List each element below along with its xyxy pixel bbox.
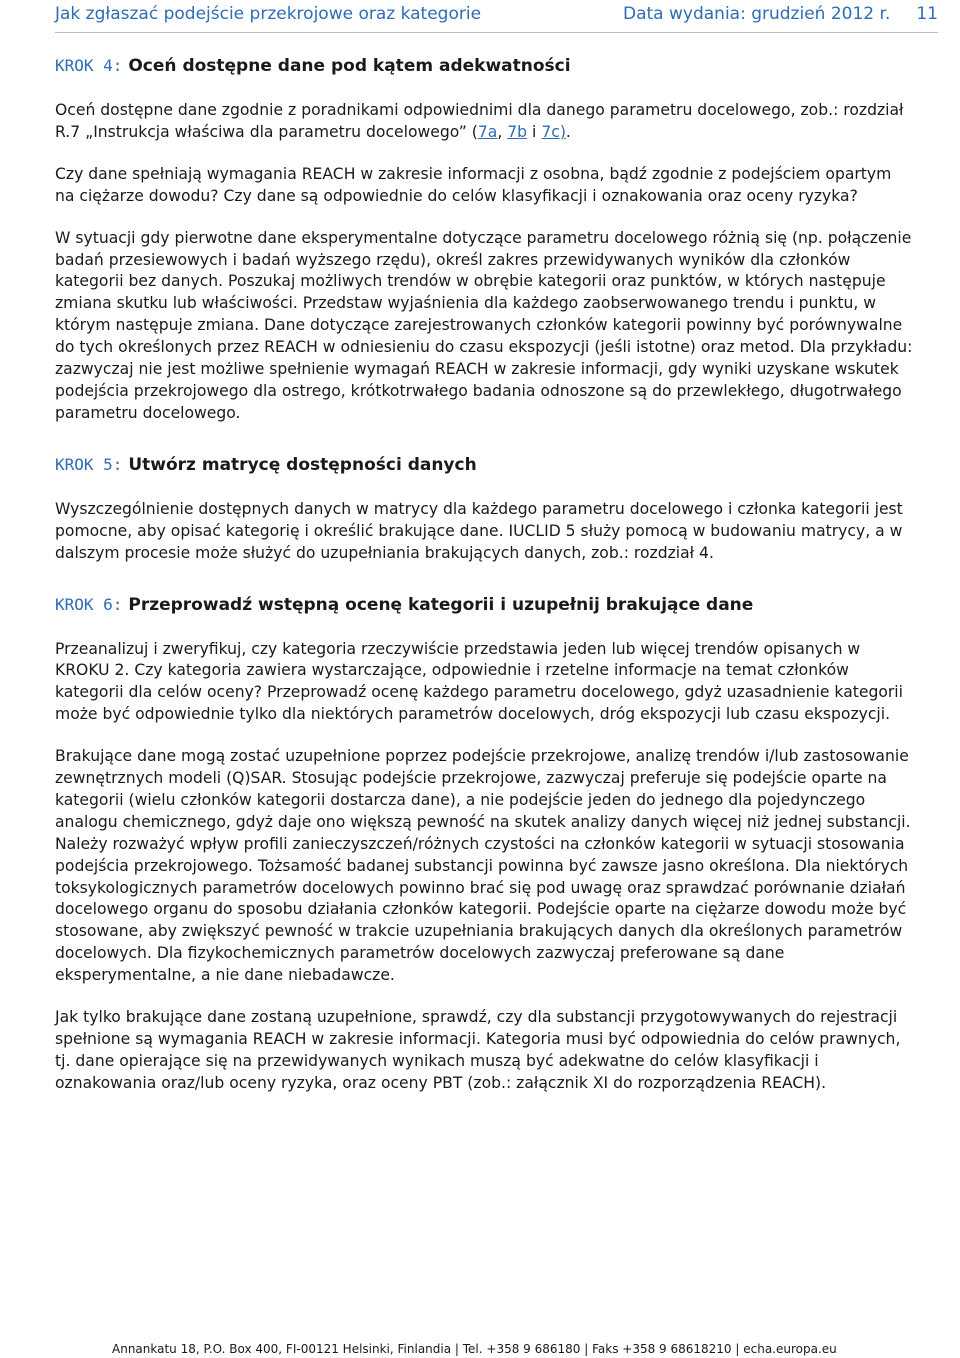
step4-heading	[55, 54, 915, 78]
link-7c[interactable]: 7c)	[541, 122, 566, 141]
main-content	[55, 54, 915, 1095]
link-7b[interactable]: 7b	[507, 122, 528, 141]
step4-paragraph-2: Czy dane spełniają wymagania REACH w zakresie informacji z osobna, bądź zgodnie z podejściem opartym na ciężarze dowodu? Czy dane są odpowiednie do celów klasyfikacji i oznakowania oraz oceny ryzyka?	[55, 164, 892, 205]
step6-paragraph-3: Jak tylko brakujące dane zostaną uzupełnione, sprawdź, czy dla substancji przygotowywanych do rejestracji spełnione są wymagania REACH w zakresie informacji. Kategoria musi być odpowiednia do celów prawnych, tj. dane opierające się na przewidywanych wynikach muszą być adekwatne do celów klasyfikacji i oznakowania oraz/lub oceny ryzyka, oraz oceny PBT (zob.: załącznik XI do rozporządzenia REACH).	[55, 1008, 901, 1092]
step5-label: KROK 5:	[55, 454, 123, 474]
step4-paragraph-3: W sytuacji gdy pierwotne dane eksperymentalne dotyczące parametru docelowego różnią się (np. połączenie badań przesiewowych i badań wyższego rzędu), określ zakres przewidywanych wyników dla członków kategorii bez danych. Poszukaj możliwych trendów w obrębie kategorii oraz punktów, w których następuje zmiana skutku lub właściwości. Przedstaw wyjaśnienia dla każdego zaobserwowanego trendu i punktu, w którym następuje zmiana. Dane dotyczące zarejestrowanych członków kategorii powinny być porównywalne do tych określonych przez REACH w odniesieniu do czasu ekspozycji (jeśli istotne) oraz metod. Dla przykładu: zazwyczaj nie jest możliwe spełnienie wymagań REACH w zakresie informacji, gdy wyniki uzyskane wskutek podejścia przekrojowego dla ostrego, krótkotrwałego badania odnoszone są do przewlekłego, długotrwałego parametru docelowego.	[55, 228, 913, 422]
step4-paragraph-1	[55, 100, 915, 144]
step4-label: KROK 4:	[55, 56, 123, 75]
step6-title: Przeprowadź wstępną ocenę kategorii i uzupełnij brakujące dane	[128, 594, 754, 615]
link-7a[interactable]: 7a	[477, 122, 498, 141]
step6-paragraph-1: Przeanalizuj i zweryfikuj, czy kategoria rzeczywiście przedstawia jeden lub więcej trendów opisanych w KROKU 2. Czy kategoria zawiera wystarczające, odpowiednie i rzetelne informacje na temat członków kategorii dla celów oceny? Przeprowadź ocenę każdego parametru docelowego, gdyż uzasadnienie kategorii może być odpowiednie tylko dla niektórych parametrów docelowych, dróg ekspozycji lub czasu ekspozycji.	[55, 639, 903, 724]
header-title: Jak zgłaszać podejście przekrojowe oraz kategorie	[55, 4, 482, 24]
step4-p1-text: Oceń dostępne dane zgodnie z poradnikami odpowiednimi dla danego parametru docelowego, zob.: rozdział R.7 „Instrukcja właściwa dla parametru docelowego” (	[55, 101, 904, 141]
step6-label: KROK 6:	[55, 594, 123, 614]
step4-title: Oceń dostępne dane pod kątem adekwatności	[128, 56, 571, 76]
step6-heading	[55, 593, 915, 617]
link-separator-2: i	[527, 122, 542, 141]
page-footer: Annankatu 18, P.O. Box 400, FI-00121 Helsinki, Finlandia | Tel. +358 9 686180 | Faks +358 9 68618210 | echa.europa.eu	[112, 1342, 837, 1356]
page-header	[55, 4, 938, 33]
step5-heading	[55, 453, 915, 477]
step6-paragraph-2: Brakujące dane mogą zostać uzupełnione poprzez podejście przekrojowe, analizę trendów i/lub zastosowanie zewnętrznych modeli (Q)SAR. Stosując podejście przekrojowe, zazwyczaj preferuje się podejście oparte na kategorii (wielu członków kategorii dostarcza dane), a nie podejście jeden do jednego dla pojedynczego analogu chemicznego, gdyż daje ono większą pewność na skutek analizy danych więcej niż jednej substancji. Należy rozważyć wpływ profili zanieczyszczeń/różnych czystości na członków kategorii w sytuacji stosowania podejścia przekrojowego. Tożsamość badanej substancji powinna być zawsze jasno określona. Dla niektórych toksykologicznych parametrów docelowych powinno brać się pod uwagę oraz sprawdzać porównanie działań docelowego organu do sposobu działania członków kategorii. Podejście oparte na ciężarze dowodu może być stosowane, aby zwiększyć pewność w trakcie uzupełniania brakujących danych dla określonych parametrów docelowych. Dla fizykochemicznych parametrów docelowych zazwyczaj preferowane są dane eksperymentalne, a nie dane niebadawcze.	[55, 747, 911, 985]
step4-p1-end: .	[565, 122, 571, 141]
step5-paragraph-1: Wyszczególnienie dostępnych danych w matrycy dla każdego parametru docelowego i członka kategorii jest pomocne, aby opisać kategorię i określić brakujące dane. IUCLID 5 służy pomocą w budowaniu matrycy, a w dalszym procesie może służyć do uzupełniania brakujących danych, zob.: rozdział 4.	[55, 499, 903, 562]
page-number: 11	[916, 4, 938, 24]
header-date: Data wydania: grudzień 2012 r.	[623, 4, 891, 24]
link-separator-1: ,	[497, 122, 508, 141]
step5-title: Utwórz matrycę dostępności danych	[128, 454, 477, 475]
